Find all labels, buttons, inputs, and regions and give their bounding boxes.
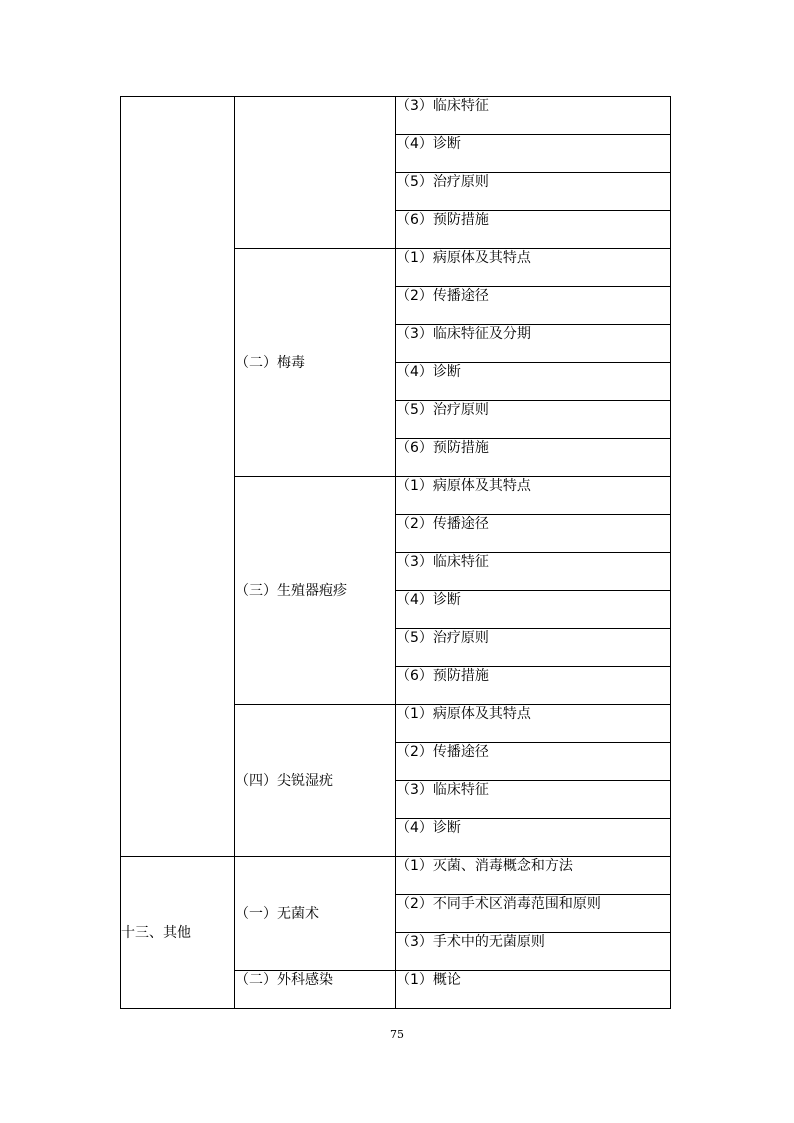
point-cell: （4）诊断 bbox=[396, 819, 671, 857]
subtopic-cell: （二）外科感染 bbox=[235, 971, 396, 1009]
subtopic-cell: （二）梅毒 bbox=[235, 249, 396, 477]
point-cell: （4）诊断 bbox=[396, 591, 671, 629]
point-cell: （1）灭菌、消毒概念和方法 bbox=[396, 857, 671, 895]
point-cell: （5）治疗原则 bbox=[396, 173, 671, 211]
page-number: 75 bbox=[390, 1028, 404, 1041]
point-cell: （2）传播途径 bbox=[396, 743, 671, 781]
point-cell: （6）预防措施 bbox=[396, 439, 671, 477]
point-cell: （3）临床特征 bbox=[396, 781, 671, 819]
point-cell: （2）传播途径 bbox=[396, 287, 671, 325]
subtopic-cell: （三）生殖器疱疹 bbox=[235, 477, 396, 705]
point-cell: （4）诊断 bbox=[396, 135, 671, 173]
point-cell: （1）病原体及其特点 bbox=[396, 477, 671, 515]
point-cell: （6）预防措施 bbox=[396, 667, 671, 705]
syllabus-table bbox=[120, 96, 671, 1009]
point-cell: （2）不同手术区消毒范围和原则 bbox=[396, 895, 671, 933]
point-cell: （5）治疗原则 bbox=[396, 401, 671, 439]
point-cell: （1）病原体及其特点 bbox=[396, 249, 671, 287]
point-cell: （3）临床特征及分期 bbox=[396, 325, 671, 363]
subtopic-cell: （四）尖锐湿疣 bbox=[235, 705, 396, 857]
point-cell: （2）传播途径 bbox=[396, 515, 671, 553]
subtopic-cell bbox=[235, 97, 396, 249]
category-cell bbox=[121, 97, 235, 857]
point-cell: （1）概论 bbox=[396, 971, 671, 1009]
table-row bbox=[121, 97, 671, 135]
point-cell: （5）治疗原则 bbox=[396, 629, 671, 667]
point-cell: （3）临床特征 bbox=[396, 553, 671, 591]
point-cell: （3）手术中的无菌原则 bbox=[396, 933, 671, 971]
point-cell: （4）诊断 bbox=[396, 363, 671, 401]
point-cell: （6）预防措施 bbox=[396, 211, 671, 249]
category-cell: 十三、其他 bbox=[121, 857, 235, 1009]
point-cell: （1）病原体及其特点 bbox=[396, 705, 671, 743]
point-cell: （3）临床特征 bbox=[396, 97, 671, 135]
table-row bbox=[121, 857, 671, 895]
subtopic-cell: （一）无菌术 bbox=[235, 857, 396, 971]
